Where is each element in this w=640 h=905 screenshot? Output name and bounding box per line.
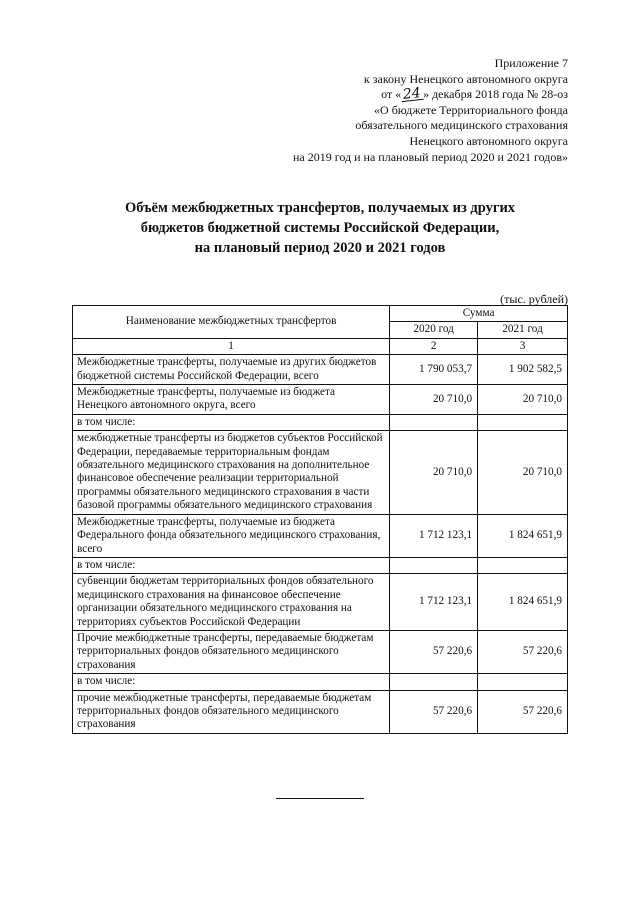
- annex-date-prefix: от «: [381, 87, 402, 102]
- row-value-2021: 1 824 651,9: [478, 574, 568, 631]
- row-name: в том числе:: [73, 557, 390, 573]
- row-value-2021: [478, 414, 568, 430]
- table-row: [73, 690, 568, 733]
- row-value-2021: 57 220,6: [478, 690, 568, 733]
- handwritten-day: 24: [402, 85, 422, 104]
- annex-law-title-2: обязательного медицинского страхования: [355, 118, 568, 133]
- header-sum: Сумма: [390, 306, 568, 322]
- header-name: Наименование межбюджетных трансфертов: [73, 306, 390, 339]
- annex-date-line: [293, 87, 568, 103]
- index-col-2: 2: [390, 338, 478, 354]
- row-name: Межбюджетные трансферты, получаемые из бюджета Ненецкого автономного округа, всего: [73, 385, 390, 415]
- unit-label: (тыс. рублей): [500, 292, 568, 306]
- row-name: в том числе:: [73, 414, 390, 430]
- row-value-2020: [390, 414, 478, 430]
- row-value-2020: [390, 674, 478, 690]
- table-row: [73, 431, 568, 514]
- table-row: [73, 414, 568, 430]
- row-name: в том числе:: [73, 674, 390, 690]
- index-col-3: 3: [478, 338, 568, 354]
- row-value-2020: 20 710,0: [390, 431, 478, 514]
- row-value-2021: 20 710,0: [478, 431, 568, 514]
- index-col-1: 1: [73, 338, 390, 354]
- annex-law-title-3: Ненецкого автономного округа: [409, 133, 568, 148]
- annex-law-line: к закону Ненецкого автономного округа: [363, 71, 568, 86]
- title-line-3: на плановый период 2020 и 2021 годов: [194, 240, 446, 256]
- table-row: [73, 355, 568, 385]
- table-row: [73, 574, 568, 631]
- row-value-2021: 1 824 651,9: [478, 514, 568, 557]
- table-row: [73, 385, 568, 415]
- annex-header: [293, 56, 568, 165]
- row-name: Межбюджетные трансферты, получаемые из других бюджетов бюджетной системы Российской Федерации, всего: [73, 355, 390, 385]
- table-index-row: [73, 338, 568, 354]
- annex-law-title-4: на 2019 год и на плановый период 2020 и 2021 годов»: [292, 149, 568, 164]
- table-row: [73, 674, 568, 690]
- row-value-2020: 1 712 123,1: [390, 514, 478, 557]
- row-value-2021: 1 902 582,5: [478, 355, 568, 385]
- transfers-table: [72, 305, 568, 734]
- table-header-row: [73, 306, 568, 322]
- row-name: межбюджетные трансферты из бюджетов субъектов Российской Федерации, передаваемые территориальным фондам обязательного медицинского страхования на дополнительное финансовое обеспечение реализации территориальной программы обязательного медицинского страхования в части базовой программы обязательного медицинского страхования: [73, 431, 390, 514]
- row-value-2021: [478, 557, 568, 573]
- title-line-2: бюджетов бюджетной системы Российской Федерации,: [140, 220, 500, 236]
- row-value-2020: 20 710,0: [390, 385, 478, 415]
- annex-number: Приложение 7: [494, 56, 568, 70]
- table-row: [73, 514, 568, 557]
- row-value-2020: 1 790 053,7: [390, 355, 478, 385]
- row-value-2021: [478, 674, 568, 690]
- row-value-2020: 57 220,6: [390, 690, 478, 733]
- row-value-2021: 57 220,6: [478, 630, 568, 673]
- annex-law-title-1: «О бюджете Территориального фонда: [374, 102, 568, 117]
- row-name: субвенции бюджетам территориальных фондов обязательного медицинского страхования на финансовое обеспечение организации обязательного медицинского страхования на территориях субъектов Российской Федерации: [73, 574, 390, 631]
- row-value-2020: 1 712 123,1: [390, 574, 478, 631]
- document-title: [96, 198, 544, 258]
- row-value-2020: 57 220,6: [390, 630, 478, 673]
- title-line-1: Объём межбюджетных трансфертов, получаемых из других: [124, 200, 516, 216]
- header-year-2021: 2021 год: [478, 322, 568, 338]
- row-name: Межбюджетные трансферты, получаемые из бюджета Федерального фонда обязательного медицинского страхования, всего: [73, 514, 390, 557]
- row-name: Прочие межбюджетные трансферты, передаваемые бюджетам территориальных фондов обязательного медицинского страхования: [73, 630, 390, 673]
- row-value-2020: [390, 557, 478, 573]
- end-divider: [276, 798, 364, 799]
- row-value-2021: 20 710,0: [478, 385, 568, 415]
- header-year-2020: 2020 год: [390, 322, 478, 338]
- table-row: [73, 557, 568, 573]
- table-row: [73, 630, 568, 673]
- row-name: прочие межбюджетные трансферты, передаваемые бюджетам территориальных фондов обязательного медицинского страхования: [73, 690, 390, 733]
- annex-date-suffix: » декабря 2018 года № 28-оз: [423, 87, 568, 102]
